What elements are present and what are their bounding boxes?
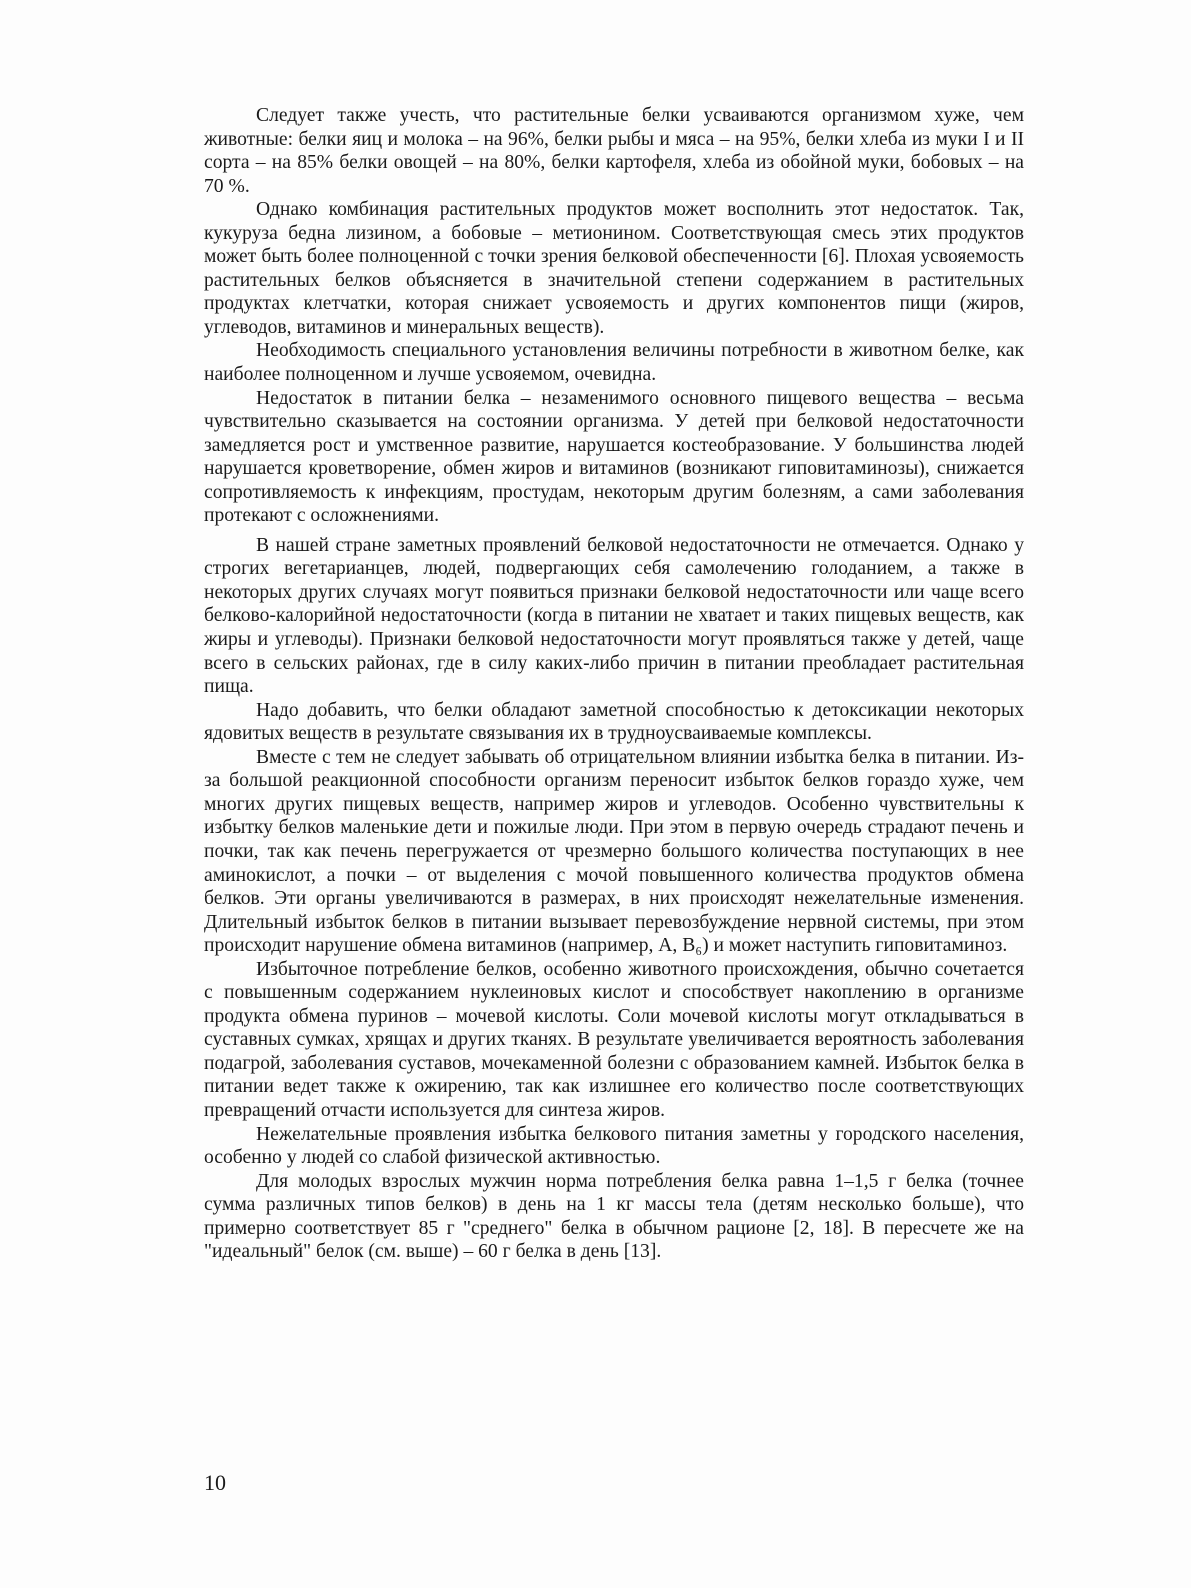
body-text — [204, 104, 1024, 1264]
paragraph-uric-acid: Избыточное потребление белков, особенно животного происхождения, обычно сочетается с повышенным содержанием нуклеиновых кислот и способствует накоплению в организме продукта обмена пуринов – мочевой кислоты. Соли мочевой кислоты могут откладываться в суставных сумках, хрящах и других тканях. В результате увеличивается вероятность заболевания подагрой, заболевания суставов, мочекаменной болезни с образованием камней. Избыток белка в питании ведет также к ожирению, так как излишнее его количество после соответствующих превращений отчасти используется для синтеза жиров. — [204, 958, 1024, 1121]
paragraph-digestibility: Следует также учесть, что растительные белки усваиваются организмом хуже, чем животные: белки яиц и молока – на 96%, белки рыбы и мяса – на 95%, белки хлеба из муки I и II сорта – на 85% белки овощей – на 80%, белки картофеля, хлеба из обойной муки, бобовых – на 70 %. — [204, 105, 1024, 197]
paragraph-detoxication: Надо добавить, что белки обладают заметной способностью к детоксикации некоторых ядовитых веществ в результате связывания их в трудноусваиваемые комплексы. — [204, 699, 1024, 745]
page-number: 10 — [204, 1470, 226, 1495]
paragraph-animal-protein-need: Необходимость специального установления величины потребности в животном белке, как наиболее полноценном и лучше усвояемом, очевидна. — [204, 340, 1024, 386]
paragraph-protein-excess: Вместе с тем не следует забывать об отрицательном влиянии избытка белка в питании. Из-за большой реакционной способности организм переносит избыток белков гораздо хуже, чем многих других пищевых веществ, например жиров и углеводов. Особенно чувствительны к избытку белков маленькие дети и пожилые люди. При этом в первую очередь страдают печень и почки, так как печень перегружается от чрезмерно большого количества поступающих в нее аминокислот, а почки – от выделения с мочой повышенного количества продуктов обмена белков. Эти органы увеличиваются в размерах, в них происходят нежелательные изменения. Длительный избыток белков в питании вызывает перевозбуждение нервной системы, при этом происходит нарушение обмена витаминов (например, A, B₆) и может наступить гиповитаминоз. — [204, 746, 1024, 957]
paragraph-norm: Для молодых взрослых мужчин норма потребления белка равна 1–1,5 г белка (точнее сумма различных типов белков) в день на 1 кг массы тела (детям несколько больше), что примерно соответствует 85 г "среднего" белка в обычном рационе [2, 18]. В пересчете же на "идеальный" белок (см. выше) – 60 г белка в день [13]. — [204, 1170, 1024, 1263]
paragraph-deficiency-signs: В нашей стране заметных проявлений белковой недостаточности не отмечается. Однако у строгих вегетарианцев, людей, подвергающих себя самолечению голоданием, а также в некоторых других случаях могут появиться признаки белковой недостаточности или чаще всего белково-калорийной недостаточности (когда в питании не хватает и таких пищевых веществ, как жиры и углеводы). Признаки белковой недостаточности могут проявляться также у детей, чаще всего в сельских районах, где в силу каких-либо причин в питании преобладает растительная пища. — [204, 534, 1024, 698]
paragraph-protein-deficiency: Недостаток в питании белка – незаменимого основного пищевого вещества – весьма чувствительно сказывается на состоянии организма. У детей при белковой недостаточности замедляется рост и умственное развитие, нарушается костеобразование. У большинства людей нарушается кроветворение, обмен жиров и витаминов (возникают гиповитаминозы), снижается сопротивляемость к инфекциям, простудам, некоторым другим болезням, а сами заболевания протекают с осложнениями. — [204, 387, 1024, 527]
paragraph-urban-population: Нежелательные проявления избытка белкового питания заметны у городского населения, особенно у людей со слабой физической активностью. — [204, 1123, 1024, 1169]
paragraph-plant-combination: Однако комбинация растительных продуктов может восполнить этот недостаток. Так, кукуруза бедна лизином, а бобовые – метионином. Соответствующая смесь этих продуктов может быть более полноценной с точки зрения белковой обеспеченности [6]. Плохая усвояемость растительных белков объясняется в значительной степени содержанием в растительных продуктах клетчатки, которая снижает усвояемость и других компонентов пищи (жиров, углеводов, витаминов и минеральных веществ). — [204, 199, 1024, 338]
